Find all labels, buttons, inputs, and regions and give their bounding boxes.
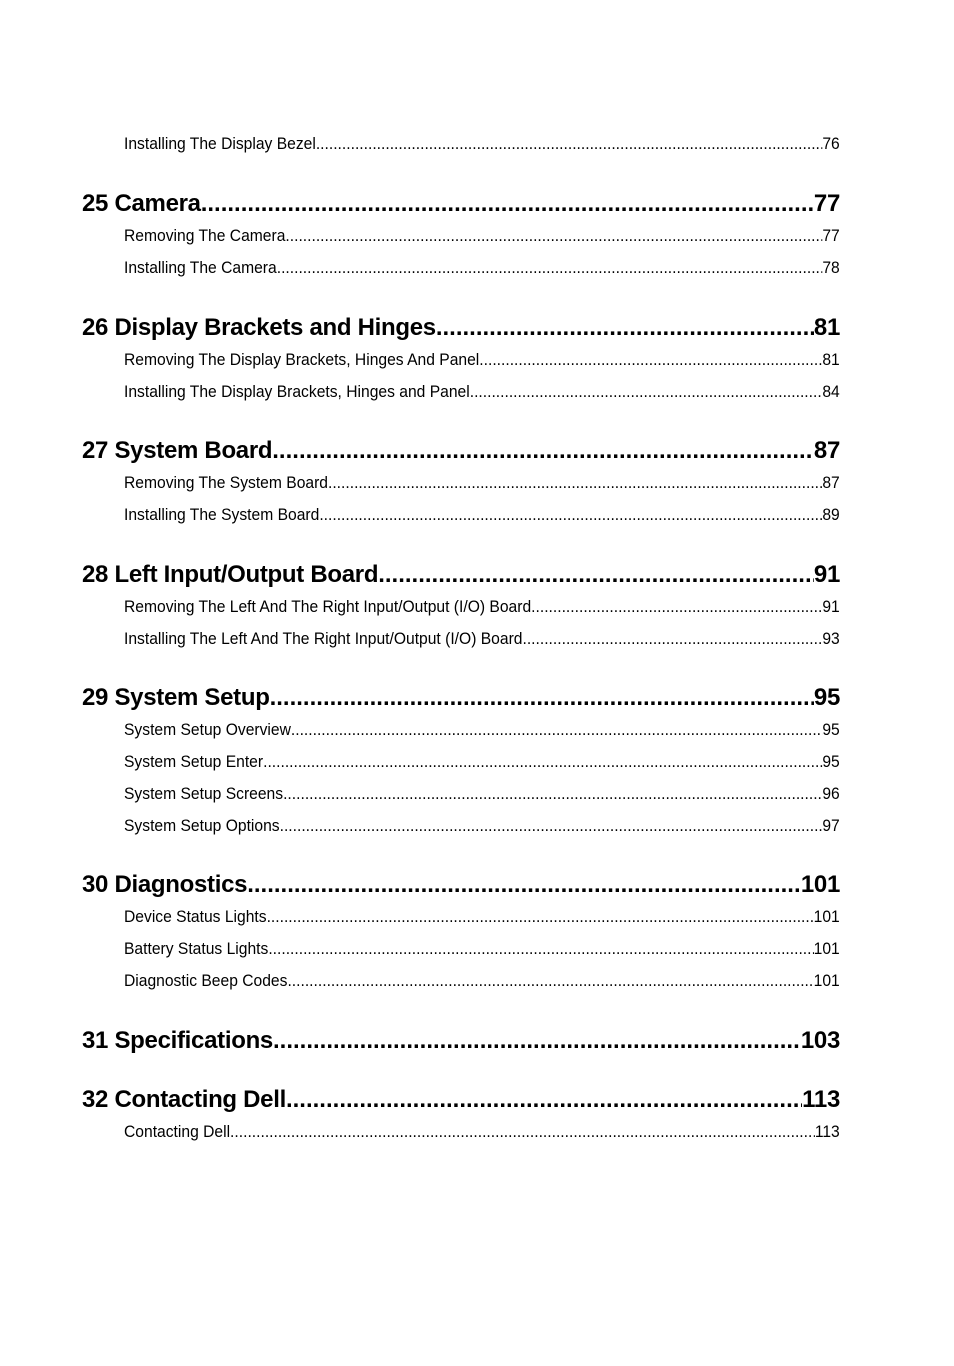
toc-chapter-page: 95	[813, 684, 840, 711]
dot-leader	[319, 505, 822, 525]
toc-entry-page: 76	[822, 134, 840, 153]
toc-chapter-title: 27 System Board	[82, 437, 273, 464]
toc-entry-page: 89	[822, 505, 840, 524]
toc-entry-title: Device Status Lights	[124, 907, 267, 926]
toc-entry-page: 93	[822, 629, 840, 648]
toc-entry[interactable]	[124, 720, 840, 740]
toc-chapter-title: 30 Diagnostics	[82, 871, 248, 898]
toc-chapter-page: 103	[800, 1027, 840, 1054]
toc-chapter[interactable]	[82, 871, 840, 899]
dot-leader	[285, 226, 822, 246]
toc-entry-title: Removing The Left And The Right Input/Output (I/O) Board	[124, 597, 532, 616]
toc-entry-title: Battery Status Lights	[124, 939, 269, 958]
toc-entry[interactable]	[124, 226, 840, 246]
toc-chapter-title: 29 System Setup	[82, 684, 270, 711]
dot-leader	[247, 871, 801, 899]
dot-leader	[291, 720, 822, 740]
toc-entry-page: 95	[822, 720, 840, 739]
toc-entry-page: 97	[822, 816, 840, 835]
toc-entry-page: 78	[822, 258, 840, 277]
dot-leader	[283, 784, 822, 804]
toc-chapter[interactable]	[82, 1027, 840, 1055]
dot-leader	[270, 684, 814, 712]
toc-chapter-page: 113	[802, 1086, 840, 1113]
toc-entry-page: 113	[814, 1122, 840, 1141]
dot-leader	[378, 561, 814, 589]
toc-entry-title: System Setup Screens	[124, 784, 284, 803]
toc-chapter-page: 81	[813, 314, 840, 341]
dot-leader	[268, 939, 813, 959]
toc-chapter[interactable]	[82, 1086, 840, 1114]
dot-leader	[201, 190, 814, 218]
toc-entry-page: 101	[813, 971, 840, 990]
toc-entry[interactable]	[124, 505, 840, 525]
toc-chapter[interactable]	[82, 561, 840, 589]
toc-entry-page: 77	[822, 226, 840, 245]
toc-entry-title: Installing The System Board	[124, 505, 320, 524]
dot-leader	[328, 473, 822, 493]
toc-entry[interactable]	[124, 382, 840, 402]
toc-entry[interactable]	[124, 1122, 840, 1142]
toc-entry[interactable]	[124, 134, 840, 154]
dot-leader	[277, 258, 823, 278]
dot-leader	[531, 597, 822, 617]
toc-chapter[interactable]	[82, 684, 840, 712]
dot-leader	[230, 1122, 815, 1142]
dot-leader	[263, 752, 822, 772]
dot-leader	[287, 971, 813, 991]
dot-leader	[470, 382, 823, 402]
toc-chapter-page: 87	[813, 437, 840, 464]
toc-entry-title: Installing The Display Bezel	[124, 134, 316, 153]
toc-chapter-page: 91	[813, 561, 840, 588]
toc-entry-title: Installing The Camera	[124, 258, 277, 277]
toc-entry-title: Removing The Display Brackets, Hinges And Panel	[124, 350, 480, 369]
toc-entry-title: Removing The System Board	[124, 473, 328, 492]
toc-chapter-title: 28 Left Input/Output Board	[82, 561, 379, 588]
dot-leader	[272, 437, 814, 465]
toc-entry-page: 96	[822, 784, 840, 803]
toc-entry-page: 91	[822, 597, 840, 616]
toc-entry[interactable]	[124, 939, 840, 959]
dot-leader	[267, 907, 814, 927]
toc-entry[interactable]	[124, 258, 840, 278]
toc-entry[interactable]	[124, 597, 840, 617]
toc-entry-title: System Setup Options	[124, 816, 280, 835]
toc-entry-title: Installing The Left And The Right Input/Output (I/O) Board	[124, 629, 523, 648]
toc-entry-title: Diagnostic Beep Codes	[124, 971, 288, 990]
toc-chapter-title: 31 Specifications	[82, 1027, 273, 1054]
toc-entry-page: 95	[822, 752, 840, 771]
toc-entry[interactable]	[124, 473, 840, 493]
toc-entry-page: 84	[822, 382, 840, 401]
toc-entry-title: Contacting Dell	[124, 1122, 231, 1141]
toc-entry-page: 81	[822, 350, 840, 369]
toc-entry[interactable]	[124, 907, 840, 927]
toc-entry[interactable]	[124, 971, 840, 991]
toc-entry[interactable]	[124, 752, 840, 772]
dot-leader	[436, 314, 814, 342]
toc-chapter-page: 77	[813, 190, 840, 217]
dot-leader	[273, 1027, 801, 1055]
toc-entry[interactable]	[124, 784, 840, 804]
toc-entry-page: 101	[813, 907, 840, 926]
toc-entry[interactable]	[124, 629, 840, 649]
toc-entry[interactable]	[124, 350, 840, 370]
toc-chapter-page: 101	[800, 871, 840, 898]
toc-chapter-title: 32 Contacting Dell	[82, 1086, 286, 1113]
toc-entry-page: 87	[822, 473, 840, 492]
dot-leader	[479, 350, 822, 370]
toc-chapter-title: 26 Display Brackets and Hinges	[82, 314, 436, 341]
dot-leader	[280, 816, 823, 836]
toc-entry-title: Installing The Display Brackets, Hinges and Panel	[124, 382, 470, 401]
toc-chapter[interactable]	[82, 190, 840, 218]
toc-chapter[interactable]	[82, 437, 840, 465]
toc-entry-title: System Setup Enter	[124, 752, 264, 771]
toc-entry-page: 101	[813, 939, 840, 958]
toc-chapter[interactable]	[82, 314, 840, 342]
toc-chapter-title: 25 Camera	[82, 190, 201, 217]
dot-leader	[522, 629, 822, 649]
toc-entry[interactable]	[124, 816, 840, 836]
dot-leader	[316, 134, 823, 154]
dot-leader	[286, 1086, 802, 1114]
toc-entry-title: Removing The Camera	[124, 226, 286, 245]
toc-entry-title: System Setup Overview	[124, 720, 291, 739]
